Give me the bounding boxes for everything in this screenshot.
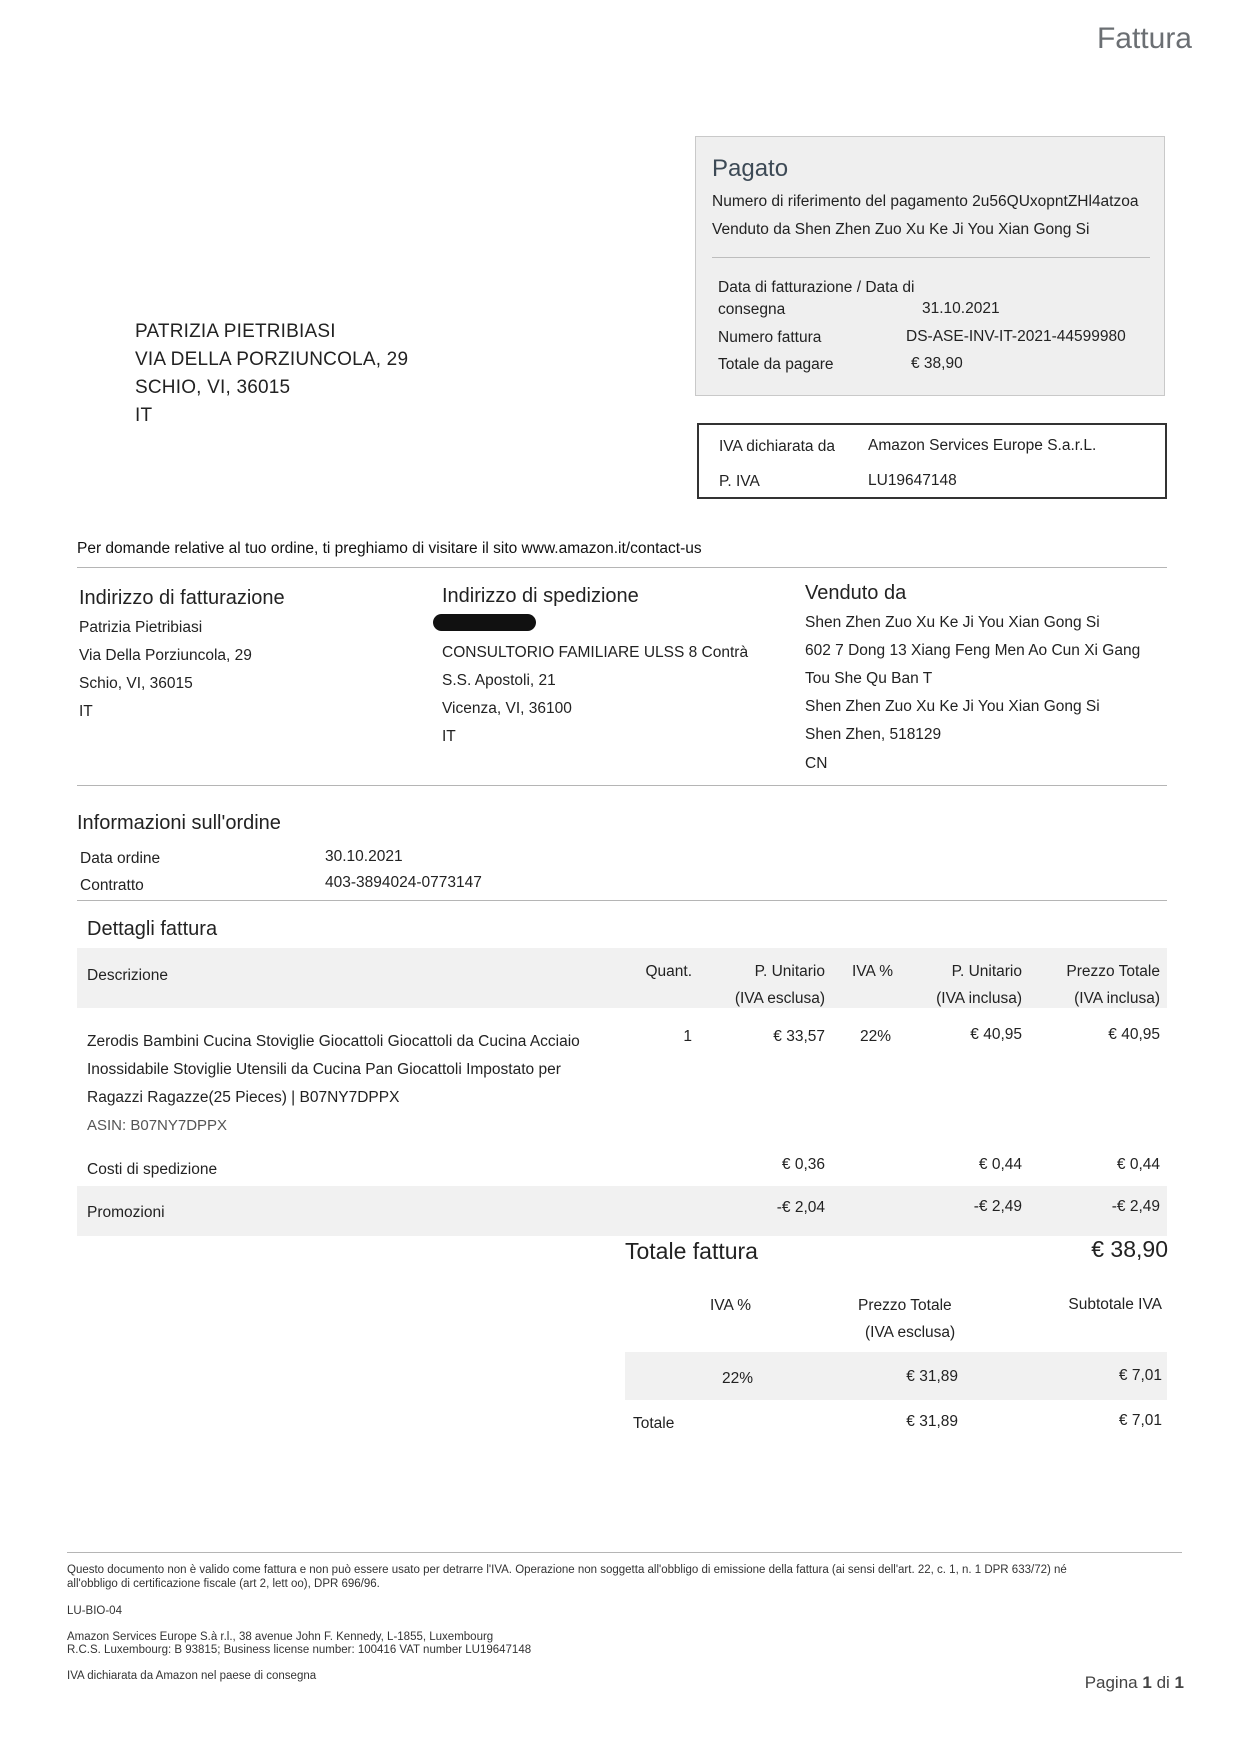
promo-unit-inc: -€ 2,49 xyxy=(973,1198,1022,1215)
billing-line: IT xyxy=(79,703,93,720)
vat-declared-label: IVA dichiarata da xyxy=(719,438,836,455)
details-heading: Dettagli fattura xyxy=(87,918,218,940)
page-of: di xyxy=(1156,1673,1170,1692)
divider xyxy=(77,900,1167,901)
redacted-name xyxy=(433,614,536,631)
page-prefix: Pagina xyxy=(1084,1673,1138,1692)
billing-line: Via Della Porziuncola, 29 xyxy=(79,647,252,664)
customer-name: PATRIZIA PIETRIBIASI xyxy=(135,321,336,342)
col-unit-inc-sub: (IVA inclusa) xyxy=(936,990,1022,1007)
payment-status: Pagato xyxy=(712,155,789,182)
vat-note: IVA dichiarata da Amazon nel paese di consegna xyxy=(67,1670,317,1682)
item-description: Inossidabile Stoviglie Utensili da Cucina Pan Giocattoli Impostato per xyxy=(87,1061,561,1078)
shipping-line: Vicenza, VI, 36100 xyxy=(442,700,572,717)
divider xyxy=(67,1552,1182,1553)
vat-summary-col-pct: IVA % xyxy=(710,1297,752,1314)
document-code: LU-BIO-04 xyxy=(67,1605,122,1617)
promo-label: Promozioni xyxy=(87,1204,165,1221)
shipping-line: CONSULTORIO FAMILIARE ULSS 8 Contrà xyxy=(442,644,749,661)
col-vat-pct: IVA % xyxy=(852,963,894,980)
invoice-date-value: 31.10.2021 xyxy=(922,300,1000,317)
seller-line: Tou She Qu Ban T xyxy=(805,670,933,687)
invoice-number-label: Numero fattura xyxy=(718,329,822,346)
page-current: 1 xyxy=(1142,1673,1152,1692)
item-unit-inc: € 40,95 xyxy=(970,1026,1022,1043)
invoice-number-value: DS-ASE-INV-IT-2021-44599980 xyxy=(906,328,1126,345)
item-asin: ASIN: B07NY7DPPX xyxy=(87,1117,228,1134)
invoice-total-label: Totale fattura xyxy=(625,1238,758,1264)
document-title: Fattura xyxy=(1096,22,1192,55)
seller-line: Shen Zhen Zuo Xu Ke Ji You Xian Gong Si xyxy=(805,698,1100,715)
page-total: 1 xyxy=(1174,1673,1184,1692)
shipping-unit-ex: € 0,36 xyxy=(781,1156,825,1173)
vat-summary-pct: 22% xyxy=(722,1370,754,1387)
item-total-inc: € 40,95 xyxy=(1108,1026,1160,1043)
payment-reference: Numero di riferimento del pagamento 2u56QUxopntZHl4atzoa xyxy=(712,193,1139,210)
company-info: Amazon Services Europe S.à r.l., 38 avenue John F. Kennedy, L-1855, Luxembourg xyxy=(67,1631,494,1643)
total-due-label: Totale da pagare xyxy=(718,356,834,373)
invoice-total-value: € 38,90 xyxy=(1091,1236,1168,1262)
vat-summary-subtotal: € 7,01 xyxy=(1118,1367,1162,1384)
divider xyxy=(77,567,1167,568)
seller-line: Shen Zhen Zuo Xu Ke Ji You Xian Gong Si xyxy=(805,614,1100,631)
shipping-unit-inc: € 0,44 xyxy=(978,1156,1022,1173)
vat-summary-col-total-ex-sub: (IVA esclusa) xyxy=(865,1324,956,1341)
promo-total-inc: -€ 2,49 xyxy=(1111,1198,1160,1215)
shipping-total-inc: € 0,44 xyxy=(1116,1156,1160,1173)
company-info: R.C.S. Luxembourg: B 93815; Business license number: 100416 VAT number LU19647148 xyxy=(67,1644,532,1656)
billing-line: Schio, VI, 36015 xyxy=(79,675,193,692)
vat-declaration-box xyxy=(697,423,1167,499)
vat-summary-col-total-ex: Prezzo Totale xyxy=(858,1297,952,1314)
vat-declared-value: Amazon Services Europe S.a.r.L. xyxy=(868,437,1097,454)
item-unit-ex: € 33,57 xyxy=(773,1028,825,1045)
legal-note: Questo documento non è valido come fattura e non può essere usato per detrarre l'IVA. Operazione non soggetta all'obbligo di emissione della fattura (ai sensi dell'art. 22, c. 1, n. 1 DPR 633/72) né xyxy=(67,1564,1067,1576)
vat-summary-total-ex: € 31,89 xyxy=(906,1368,958,1385)
contract-label: Contratto xyxy=(80,877,144,894)
item-qty: 1 xyxy=(683,1028,692,1045)
shipping-heading: Indirizzo di spedizione xyxy=(442,585,639,607)
item-vat-pct: 22% xyxy=(860,1028,892,1045)
col-description: Descrizione xyxy=(87,967,168,984)
col-unit-ex-sub: (IVA esclusa) xyxy=(734,990,825,1007)
seller-line: CN xyxy=(805,755,828,772)
payment-sold-by: Venduto da Shen Zhen Zuo Xu Ke Ji You Xian Gong Si xyxy=(712,221,1090,238)
invoice-date-label-2: consegna xyxy=(718,301,786,318)
vat-summary-grand-total-ex: € 31,89 xyxy=(906,1413,958,1430)
order-date-label: Data ordine xyxy=(80,850,161,867)
vat-summary-col-subtotal: Subtotale IVA xyxy=(1068,1296,1162,1313)
invoice-date-label-1: Data di fatturazione / Data di xyxy=(718,279,915,296)
customer-country: IT xyxy=(135,405,153,426)
seller-line: Shen Zhen, 518129 xyxy=(805,726,942,743)
customer-street: VIA DELLA PORZIUNCOLA, 29 xyxy=(135,349,409,370)
customer-city: SCHIO, VI, 36015 xyxy=(135,377,291,398)
vat-summary-total-label: Totale xyxy=(633,1415,675,1432)
vat-number-label: P. IVA xyxy=(719,473,760,490)
contact-line: Per domande relative al tuo ordine, ti preghiamo di visitare il sito www.amazon.it/contact-us xyxy=(77,540,702,557)
col-unit-inc: P. Unitario xyxy=(951,963,1022,980)
shipping-line: IT xyxy=(442,728,456,745)
col-total-inc: Prezzo Totale xyxy=(1066,963,1160,980)
payment-summary-box xyxy=(695,136,1165,396)
legal-note: all'obbligo di certificazione fiscale (art 2, lett oo), DPR 696/96. xyxy=(67,1578,380,1590)
shipping-cost-label: Costi di spedizione xyxy=(87,1161,218,1178)
divider xyxy=(712,257,1150,258)
order-date-value: 30.10.2021 xyxy=(325,848,403,865)
item-description: Zerodis Bambini Cucina Stoviglie Giocattoli Giocattoli da Cucina Acciaio xyxy=(87,1033,580,1050)
col-unit-ex: P. Unitario xyxy=(754,963,825,980)
seller-line: 602 7 Dong 13 Xiang Feng Men Ao Cun Xi Gang xyxy=(805,642,1141,659)
billing-line: Patrizia Pietribiasi xyxy=(79,619,203,636)
total-due-value: € 38,90 xyxy=(911,355,963,372)
order-info-heading: Informazioni sull'ordine xyxy=(77,812,281,834)
shipping-line: S.S. Apostoli, 21 xyxy=(442,672,556,689)
col-qty: Quant. xyxy=(645,963,692,980)
seller-heading: Venduto da xyxy=(805,582,907,604)
page-number xyxy=(1085,1673,1184,1693)
vat-number-value: LU19647148 xyxy=(868,472,957,489)
promo-unit-ex: -€ 2,04 xyxy=(776,1199,825,1216)
billing-heading: Indirizzo di fatturazione xyxy=(79,587,285,609)
col-total-inc-sub: (IVA inclusa) xyxy=(1074,990,1160,1007)
divider xyxy=(77,785,1167,786)
vat-summary-grand-subtotal: € 7,01 xyxy=(1118,1412,1162,1429)
contract-value: 403-3894024-0773147 xyxy=(325,874,482,891)
item-description: Ragazzi Ragazze(25 Pieces) | B07NY7DPPX xyxy=(87,1089,400,1106)
